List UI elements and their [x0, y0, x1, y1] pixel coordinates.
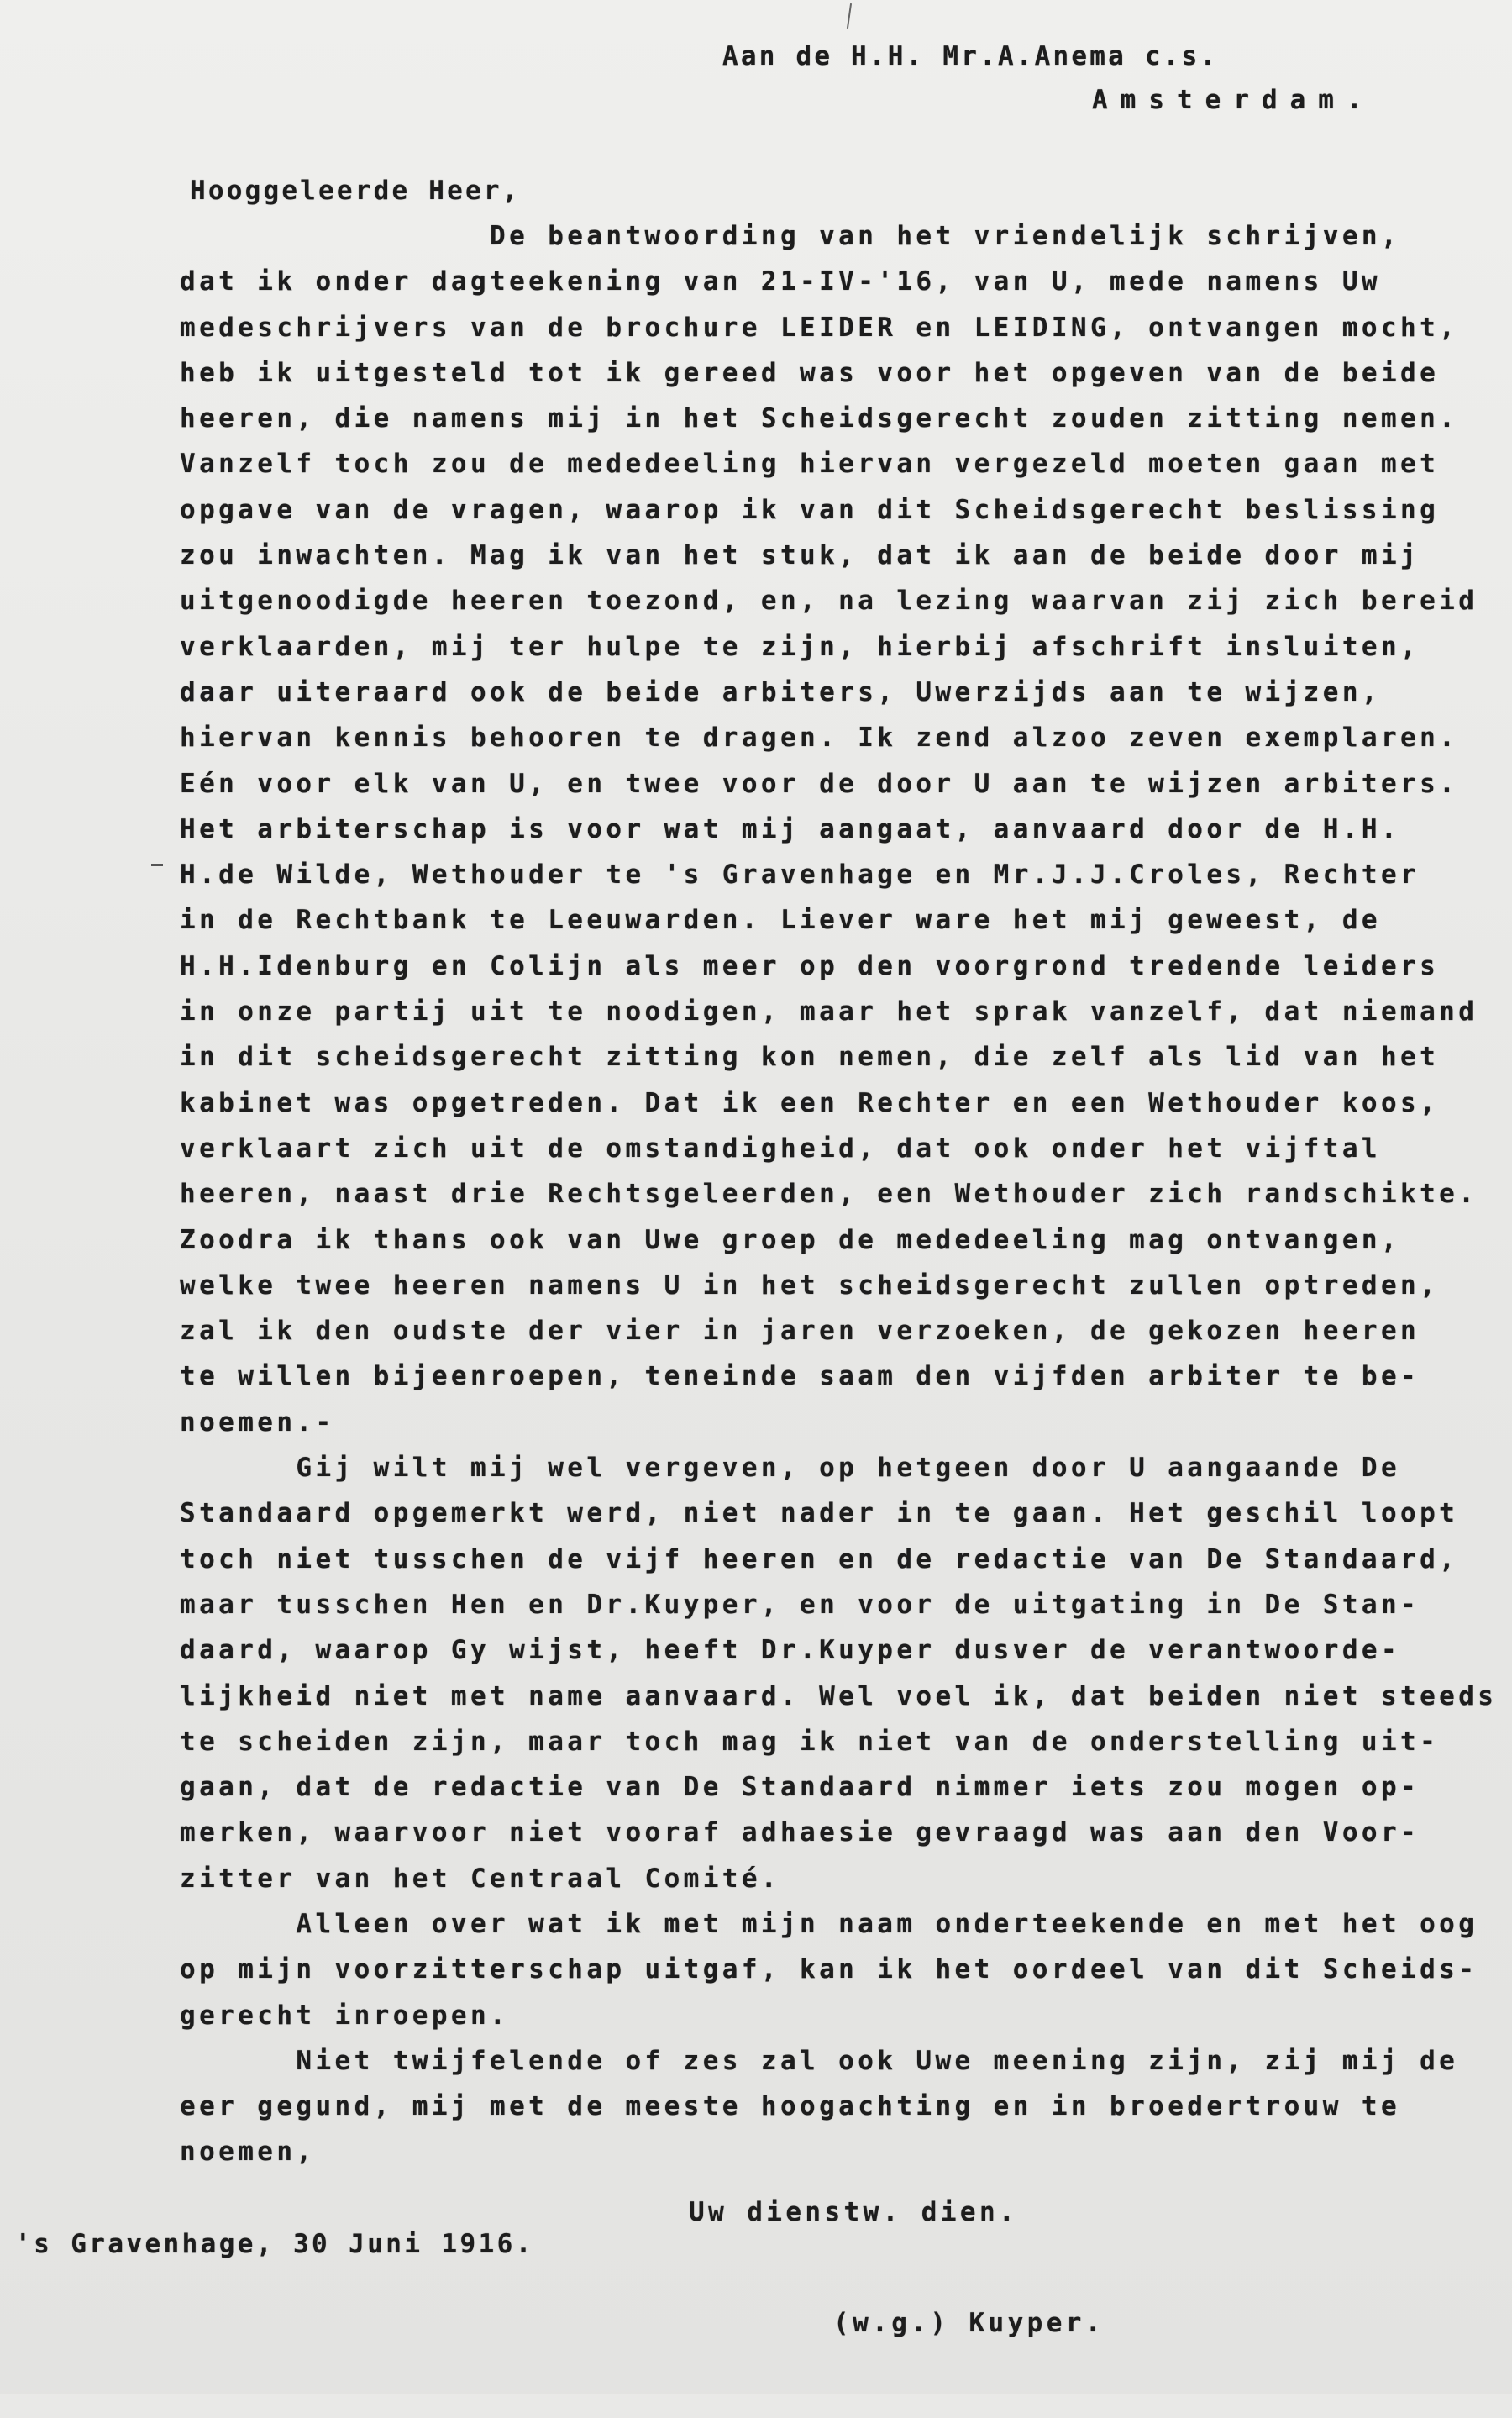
- pen-mark: [847, 3, 852, 29]
- body-line: opgave van de vragen, waarop ik van dit Scheidsgerecht beslissing: [180, 494, 1440, 525]
- addressee-line: Aan de H.H. Mr.A.Anema c.s.: [722, 41, 1219, 71]
- body-line: Zoodra ik thans ook van Uwe groep de mededeeling mag ontvangen,: [180, 1224, 1401, 1255]
- body-line: toch niet tusschen de vijf heeren en de redactie van De Standaard,: [180, 1543, 1459, 1574]
- body-line: H.H.Idenburg en Colijn als meer op den voorgrond tredende leiders: [180, 950, 1440, 981]
- body-line: heeren, die namens mij in het Scheidsgerecht zouden zitting nemen.: [180, 403, 1459, 434]
- margin-mark: [151, 864, 163, 866]
- body-line: in de Rechtbank te Leeuwarden. Liever ware het mij geweest, de: [180, 905, 1381, 936]
- closing-line: Uw dienstw. dien.: [689, 2197, 1019, 2227]
- body-line: zal ik den oudste der vier in jaren verzoeken, de gekozen heeren: [180, 1316, 1420, 1347]
- salutation: Hooggeleerde Heer,: [190, 176, 521, 206]
- body-line: Vanzelf toch zou de mededeeling hiervan vergezeld moeten gaan met: [180, 449, 1440, 480]
- body-line: eer gegund, mij met de meeste hoogachting en in broedertrouw te: [180, 2091, 1401, 2122]
- body-line: op mijn voorzitterschap uitgaf, kan ik het oordeel van dit Scheids-: [180, 1954, 1478, 1985]
- body-line: Gij wilt mij wel vergeven, op hetgeen door U aangaande De: [180, 1453, 1401, 1484]
- body-line: Alleen over wat ik met mijn naam onderteekende en met het oog: [180, 1908, 1478, 1939]
- body-line: Niet twijfelende of zes zal ook Uwe meening zijn, zij mij de: [180, 2045, 1459, 2076]
- body-line: lijkheid niet met name aanvaard. Wel voel ik, dat beiden niet steeds: [180, 1680, 1498, 1711]
- body-line: daar uiteraard ook de beide arbiters, Uwerzijds aan te wijzen,: [180, 676, 1381, 707]
- letter-body: [180, 220, 1497, 2182]
- addressee-city: Amsterdam.: [1092, 85, 1375, 115]
- body-line: heb ik uitgesteld tot ik gereed was voor het opgeven van de beide: [180, 357, 1440, 388]
- body-line: Het arbiterschap is voor wat mij aangaat, aanvaard door de H.H.: [180, 813, 1401, 844]
- body-line: verklaart zich uit de omstandigheid, dat ook onder het vijftal: [180, 1133, 1381, 1164]
- body-line: gerecht inroepen.: [180, 2000, 510, 2031]
- body-line: in onze partij uit te noodigen, maar het sprak vanzelf, dat niemand: [180, 996, 1478, 1028]
- place-date: 's Gravenhage, 30 Juni 1916.: [15, 2229, 534, 2259]
- body-line: medeschrijvers van de brochure LEIDER en LEIDING, ontvangen mocht,: [180, 312, 1459, 343]
- body-line: te scheiden zijn, maar toch mag ik niet van de onderstelling uit-: [180, 1726, 1440, 1757]
- body-line: zitter van het Centraal Comité.: [180, 1863, 780, 1894]
- body-line: gaan, dat de redactie van De Standaard nimmer iets zou mogen op-: [180, 1772, 1420, 1803]
- body-line: daard, waarop Gy wijst, heeft Dr.Kuyper dusver de verantwoorde-: [180, 1635, 1401, 1666]
- signature-block: [689, 2132, 1105, 2418]
- body-line: welke twee heeren namens U in het scheidsgerecht zullen optreden,: [180, 1269, 1440, 1301]
- body-line: zou inwachten. Mag ik van het stuk, dat ik aan de beide door mij: [180, 540, 1420, 571]
- body-line: hiervan kennis behooren te dragen. Ik zend alzoo zeven exemplaren.: [180, 723, 1459, 754]
- body-line: verklaarden, mij ter hulpe te zijn, hierbij afschrift insluiten,: [180, 631, 1420, 662]
- body-line: noemen.-: [180, 1406, 335, 1438]
- body-line: dat ik onder dagteekening van 21-IV-'16, van U, mede namens Uw: [180, 266, 1381, 297]
- signature-line: (w.g.) Kuyper.: [833, 2308, 1105, 2338]
- body-line: noemen,: [180, 2137, 316, 2168]
- body-line: H.de Wilde, Wethouder te 's Gravenhage en Mr.J.J.Croles, Rechter: [180, 859, 1420, 891]
- body-line: Eén voor elk van U, en twee voor de door U aan te wijzen arbiters.: [180, 768, 1459, 799]
- body-line: maar tusschen Hen en Dr.Kuyper, en voor de uitgating in De Stan-: [180, 1589, 1420, 1620]
- body-line: Standaard opgemerkt werd, niet nader in te gaan. Het geschil loopt: [180, 1498, 1459, 1529]
- body-line: in dit scheidsgerecht zitting kon nemen, die zelf als lid van het: [180, 1042, 1440, 1073]
- body-line: kabinet was opgetreden. Dat ik een Rechter en een Wethouder koos,: [180, 1087, 1440, 1118]
- body-line: heeren, naast drie Rechtsgeleerden, een Wethouder zich randschikte.: [180, 1179, 1478, 1210]
- body-line: uitgenoodigde heeren toezond, en, na lezing waarvan zij zich bereid: [180, 586, 1478, 617]
- body-line: De beantwoording van het vriendelijk schrijven,: [180, 221, 1401, 251]
- body-line: merken, waarvoor niet vooraf adhaesie gevraagd was aan den Voor-: [180, 1817, 1420, 1848]
- body-line: te willen bijeenroepen, teneinde saam den vijfden arbiter te be-: [180, 1361, 1420, 1392]
